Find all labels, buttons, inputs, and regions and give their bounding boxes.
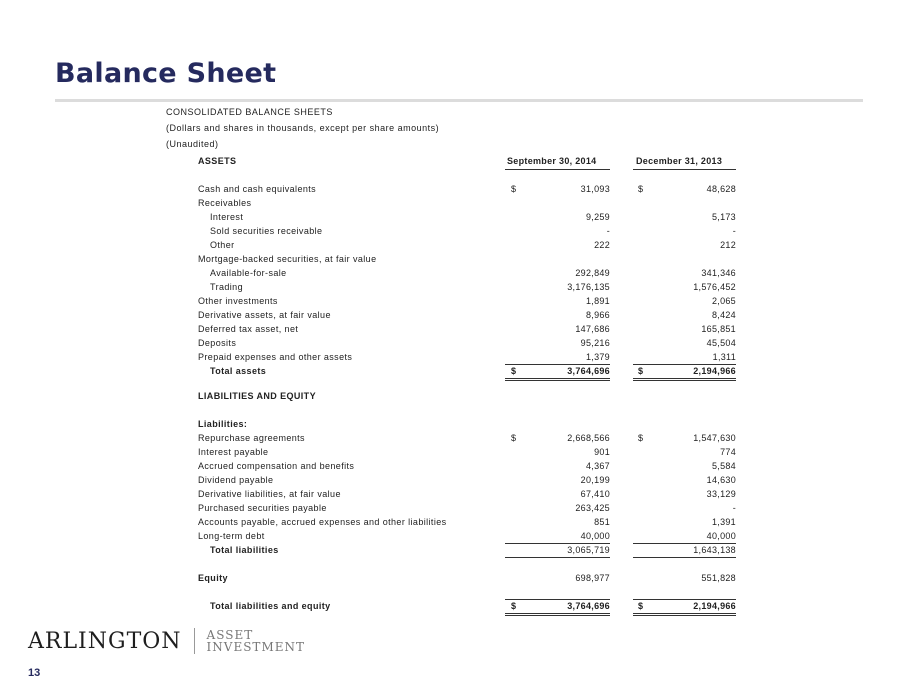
value-sep-2014: 3,065,719	[567, 545, 610, 555]
row-label: Purchased securities payable	[198, 503, 327, 513]
value-sep-2014: 292,849	[575, 268, 610, 278]
row-label: Derivative liabilities, at fair value	[198, 489, 341, 499]
value-dec-2013: 774	[720, 447, 736, 457]
page-title: Balance Sheet	[55, 58, 277, 89]
value-sep-2014: 263,425	[575, 503, 610, 513]
value-dec-2013: 212	[720, 240, 736, 250]
total-rule	[633, 615, 736, 616]
value-sep-2014: 147,686	[575, 324, 610, 334]
row-label: Prepaid expenses and other assets	[198, 352, 353, 362]
total-rule	[505, 380, 610, 381]
value-dec-2013: 5,584	[711, 461, 736, 471]
column-header-sep-2014: September 30, 2014	[507, 156, 597, 166]
row-label: Other investments	[198, 296, 278, 306]
value-sep-2014: 698,977	[575, 573, 610, 583]
value-dec-2013: 1,311	[712, 352, 736, 362]
row-label: Dividend payable	[198, 475, 274, 485]
currency-symbol: $	[638, 366, 644, 376]
logo-subtitle	[207, 629, 305, 653]
currency-symbol: $	[638, 184, 644, 194]
value-sep-2014: 8,966	[585, 310, 610, 320]
row-label: Long-term debt	[198, 531, 265, 541]
value-dec-2013: 40,000	[706, 531, 736, 541]
row-label: Deferred tax asset, net	[198, 324, 299, 334]
currency-symbol: $	[511, 433, 517, 443]
value-dec-2013: -	[732, 503, 736, 513]
value-sep-2014: 20,199	[580, 475, 610, 485]
value-sep-2014: 2,668,566	[567, 433, 610, 443]
value-dec-2013: 2,065	[711, 296, 736, 306]
row-label: Interest payable	[198, 447, 269, 457]
total-rule	[505, 543, 610, 544]
currency-symbol: $	[638, 433, 644, 443]
value-sep-2014: 95,216	[580, 338, 610, 348]
total-rule	[505, 615, 610, 616]
value-sep-2014: 1,891	[585, 296, 610, 306]
row-label: Liabilities:	[198, 419, 248, 429]
row-label: LIABILITIES AND EQUITY	[198, 391, 316, 401]
row-label: Equity	[198, 573, 228, 583]
value-sep-2014: 3,764,696	[567, 366, 610, 376]
value-dec-2013: 1,576,452	[693, 282, 736, 292]
value-dec-2013: 33,129	[706, 489, 736, 499]
title-divider	[55, 99, 863, 102]
row-label: Derivative assets, at fair value	[198, 310, 331, 320]
value-sep-2014: 4,367	[585, 461, 610, 471]
total-rule	[633, 380, 736, 381]
total-rule	[633, 543, 736, 544]
total-rule	[505, 599, 610, 600]
value-dec-2013: -	[732, 226, 736, 236]
page-number: 13	[28, 667, 41, 679]
row-label: Repurchase agreements	[198, 433, 305, 443]
row-label: Total liabilities and equity	[210, 601, 331, 611]
value-sep-2014: 40,000	[580, 531, 610, 541]
row-label: Total liabilities	[210, 545, 279, 555]
value-sep-2014: 67,410	[580, 489, 610, 499]
row-label: Mortgage-backed securities, at fair value	[198, 254, 377, 264]
value-sep-2014: -	[606, 226, 610, 236]
row-label: Total assets	[210, 366, 267, 376]
arlington-logo	[28, 628, 305, 654]
row-label: Sold securities receivable	[210, 226, 323, 236]
row-label: Receivables	[198, 198, 252, 208]
row-label: Trading	[210, 282, 243, 292]
logo-divider	[194, 628, 195, 654]
statement-units-note: (Dollars and shares in thousands, except per share amounts)	[166, 123, 440, 133]
value-dec-2013: 341,346	[701, 268, 736, 278]
total-rule	[505, 378, 610, 379]
row-label: Other	[210, 240, 235, 250]
row-label: Interest	[210, 212, 244, 222]
total-rule	[633, 613, 736, 614]
value-sep-2014: 31,093	[580, 184, 610, 194]
value-sep-2014: 851	[594, 517, 610, 527]
value-dec-2013: 2,194,966	[693, 366, 736, 376]
currency-symbol: $	[638, 601, 644, 611]
row-label: Available-for-sale	[210, 268, 287, 278]
total-rule	[505, 364, 610, 365]
value-dec-2013: 165,851	[701, 324, 736, 334]
assets-section-heading: ASSETS	[198, 156, 237, 166]
value-dec-2013: 45,504	[706, 338, 736, 348]
statement-title: CONSOLIDATED BALANCE SHEETS	[166, 107, 333, 117]
value-sep-2014: 222	[594, 240, 610, 250]
column-header-dec-2013: December 31, 2013	[636, 156, 723, 166]
value-dec-2013: 2,194,966	[693, 601, 736, 611]
value-dec-2013: 14,630	[706, 475, 736, 485]
value-dec-2013: 1,547,630	[693, 433, 736, 443]
logo-subtitle-line2: INVESTMENT	[206, 640, 305, 654]
total-rule	[633, 557, 736, 558]
row-label: Deposits	[198, 338, 237, 348]
row-label: Cash and cash equivalents	[198, 184, 317, 194]
total-rule	[633, 599, 736, 600]
value-dec-2013: 5,173	[711, 212, 736, 222]
column-header-underline	[633, 169, 736, 170]
value-dec-2013: 1,643,138	[693, 545, 736, 555]
logo-subtitle-line1: ASSET	[206, 628, 254, 642]
value-dec-2013: 1,391	[711, 517, 736, 527]
value-dec-2013: 551,828	[701, 573, 736, 583]
statement-unaudited-note: (Unaudited)	[166, 139, 219, 149]
total-rule	[633, 364, 736, 365]
value-sep-2014: 1,379	[585, 352, 610, 362]
value-sep-2014: 3,764,696	[567, 601, 610, 611]
currency-symbol: $	[511, 184, 517, 194]
logo-wordmark: ARLINGTON	[28, 628, 182, 654]
row-label: Accrued compensation and benefits	[198, 461, 355, 471]
total-rule	[505, 557, 610, 558]
currency-symbol: $	[511, 366, 517, 376]
currency-symbol: $	[511, 601, 517, 611]
value-sep-2014: 3,176,135	[567, 282, 610, 292]
value-sep-2014: 9,259	[585, 212, 610, 222]
value-dec-2013: 48,628	[706, 184, 736, 194]
total-rule	[633, 378, 736, 379]
total-rule	[505, 613, 610, 614]
value-dec-2013: 8,424	[711, 310, 736, 320]
column-header-underline	[505, 169, 610, 170]
value-sep-2014: 901	[594, 447, 610, 457]
row-label: Accounts payable, accrued expenses and other liabilities	[198, 517, 447, 527]
